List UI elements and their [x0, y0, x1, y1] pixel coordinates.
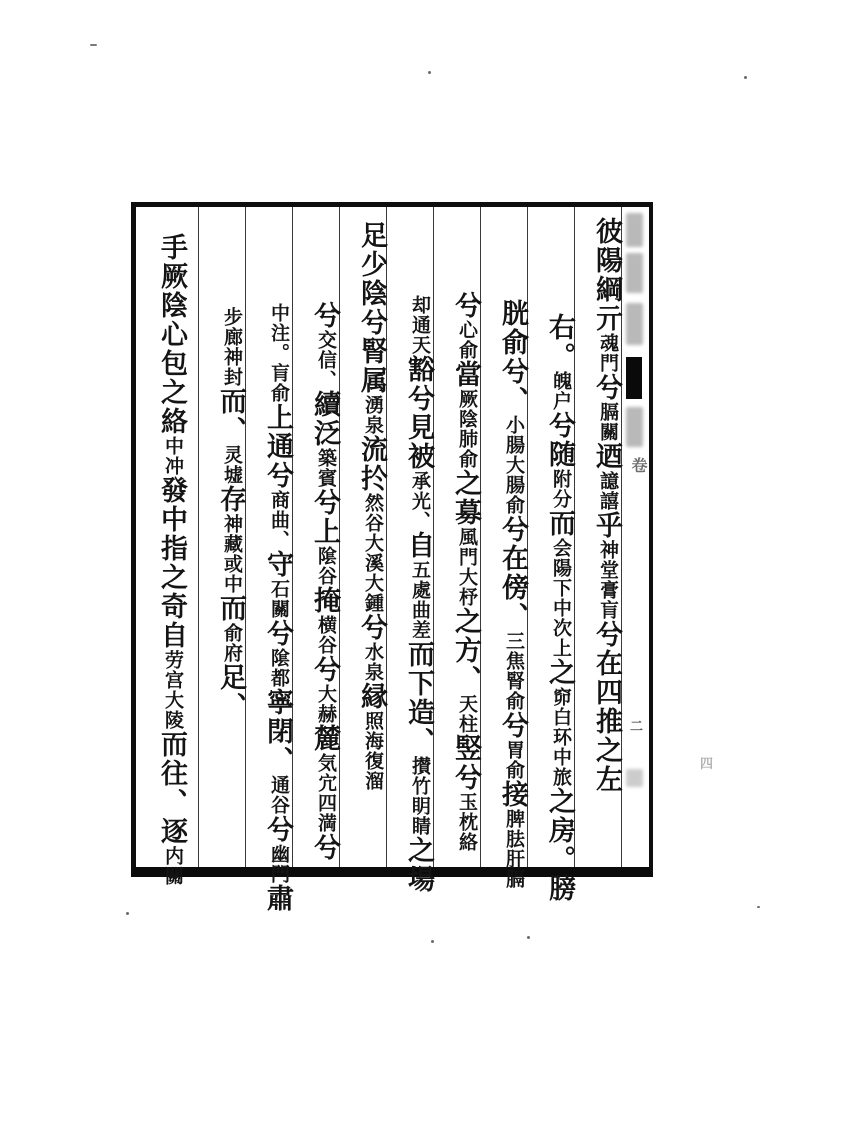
- smudge-mark: [626, 213, 643, 247]
- text-segment-small: 承光、: [409, 471, 430, 531]
- text-segment-large: 之場: [404, 836, 434, 894]
- ink-speck: [757, 906, 760, 908]
- text-columns: [136, 207, 649, 913]
- text-column-9: [198, 207, 245, 867]
- text-segment-large: 之募: [451, 469, 481, 527]
- text-segment-small: 俞府: [221, 623, 242, 663]
- text-column-7: [292, 207, 339, 867]
- text-segment-small: 商曲、: [268, 490, 289, 550]
- fishtail-block-mark: [626, 357, 642, 399]
- text-segment-small: 水泉: [362, 642, 383, 682]
- text-segment-small: 附分: [550, 469, 571, 509]
- text-segment-small: 譩譆: [597, 471, 618, 511]
- column-text: [575, 207, 621, 877]
- text-segment-small: 劳宫大陵: [162, 650, 183, 730]
- text-segment-small: 隂都: [268, 648, 289, 688]
- text-segment-large: 縁: [357, 682, 387, 711]
- text-segment-large: 而、: [216, 387, 246, 445]
- text-segment-large: 而: [216, 594, 246, 623]
- text-column-8: [245, 207, 293, 913]
- text-segment-small: 然谷大溪大鍾: [362, 493, 383, 613]
- text-segment-large: 上通兮: [263, 403, 293, 490]
- text-segment-small: 神堂膏肓: [597, 540, 618, 620]
- text-segment-small: 照海復溜: [362, 711, 383, 791]
- text-segment-large: 發中指之奇自: [157, 476, 187, 650]
- text-segment-small: 心俞: [456, 320, 477, 360]
- spine-fold-column: [621, 207, 649, 867]
- text-segment-large: 之: [545, 658, 575, 687]
- text-column-2: [527, 207, 575, 903]
- text-segment-large: 而往、逐: [157, 730, 187, 846]
- text-segment-large: 續泛: [310, 390, 340, 448]
- text-segment-large: 之方、: [451, 607, 481, 694]
- page-border-frame: [131, 202, 653, 913]
- text-segment-small: 天柱: [456, 694, 477, 734]
- text-segment-large: 麓: [310, 724, 340, 753]
- text-segment-large: 守: [263, 550, 293, 579]
- text-segment-small: 通谷: [268, 775, 289, 815]
- text-segment-small: 風門大杼: [456, 527, 477, 607]
- text-segment-small: 内關: [162, 846, 183, 886]
- smudge-mark: [626, 769, 643, 787]
- text-segment-large: 而: [545, 509, 575, 538]
- text-segment-small: 厥陰肺俞: [456, 389, 477, 469]
- text-segment-large: 之房。膀: [545, 787, 575, 903]
- ink-speck: [126, 912, 129, 915]
- text-segment-large: 手厥陰心包之絡: [157, 233, 187, 436]
- text-segment-large: 右。: [545, 313, 575, 371]
- margin-annotation: 四: [700, 756, 714, 771]
- text-segment-small: 却通天: [409, 295, 430, 355]
- text-segment-large: 當: [451, 360, 481, 389]
- text-segment-large: 彼陽綱亓: [592, 217, 622, 333]
- juan-character: 卷: [629, 457, 646, 473]
- column-text: [293, 207, 339, 961]
- text-segment-small: 攅竹眀睛: [409, 756, 430, 836]
- text-segment-large: 足、: [216, 663, 246, 721]
- column-text: [340, 207, 386, 881]
- text-segment-large: 而下造、: [404, 640, 434, 756]
- text-column-5: [386, 207, 434, 894]
- text-segment-large: 迺: [592, 442, 622, 471]
- text-segment-small: 五處曲差: [409, 560, 430, 640]
- text-segment-small: 步廊神封: [221, 307, 242, 387]
- text-segment-small: 気宂四満: [315, 753, 336, 833]
- smudge-mark: [626, 253, 643, 293]
- column-text: [199, 207, 245, 967]
- text-segment-large: 胱俞兮、: [498, 299, 528, 415]
- text-segment-small: 築賓: [315, 448, 336, 488]
- column-text: [246, 207, 292, 963]
- text-segment-large: 肅: [263, 884, 293, 913]
- text-segment-small: 中注。肓俞: [268, 303, 289, 403]
- text-segment-small: 大赫: [315, 684, 336, 724]
- column-text: [134, 207, 186, 893]
- text-segment-small: 魂門: [597, 333, 618, 373]
- text-segment-large: 自: [404, 531, 434, 560]
- text-segment-large: 掩: [310, 586, 340, 615]
- text-segment-small: 窌白环中旅: [550, 687, 571, 787]
- text-segment-large: 流扵: [357, 435, 387, 493]
- text-segment-large: 兮在四推之左: [592, 620, 622, 794]
- text-segment-small: 会陽下中次上: [550, 538, 571, 658]
- text-segment-small: 湧泉: [362, 395, 383, 435]
- text-segment-large: 兮随: [545, 411, 575, 469]
- text-column-1: [574, 207, 621, 867]
- ink-speck: [428, 71, 431, 74]
- text-segment-large: 兮: [310, 301, 340, 330]
- column-text: [387, 207, 433, 955]
- column-text: [434, 207, 480, 951]
- text-segment-small: 三焦腎俞: [503, 631, 524, 711]
- text-segment-large: 兮: [592, 373, 622, 402]
- column-text: [481, 207, 527, 959]
- text-segment-large: 兮: [310, 833, 340, 862]
- text-segment-small: 幽門: [268, 844, 289, 884]
- text-segment-large: 豁兮見被: [404, 355, 434, 471]
- text-segment-large: 接: [498, 780, 528, 809]
- text-column-3: [480, 207, 528, 889]
- text-column-10: [133, 207, 187, 886]
- text-segment-small: 灵墟: [221, 445, 242, 485]
- smudge-mark: [626, 407, 643, 447]
- text-segment-large: 兮: [498, 711, 528, 740]
- folio-number: 二: [628, 719, 643, 732]
- text-segment-small: 中冲: [162, 436, 183, 476]
- text-segment-large: 存: [216, 485, 246, 514]
- text-segment-large: 寧閉、: [263, 688, 293, 775]
- text-segment-small: 隂谷: [315, 546, 336, 586]
- ink-speck: [90, 44, 97, 46]
- text-segment-small: 玉枕絡: [456, 792, 477, 852]
- ink-speck: [744, 76, 747, 79]
- text-segment-small: 石關: [268, 579, 289, 619]
- smudge-mark: [626, 303, 643, 345]
- text-column-4: [433, 207, 480, 867]
- text-segment-large: 乎: [592, 511, 622, 540]
- text-segment-small: 膈關: [597, 402, 618, 442]
- column-text: [528, 207, 574, 973]
- text-segment-small: 神藏或中: [221, 514, 242, 594]
- text-segment-large: 兮: [451, 291, 481, 320]
- text-segment-large: 兮上: [310, 488, 340, 546]
- text-segment-small: 交信、: [315, 330, 336, 390]
- text-segment-small: 魄户: [550, 371, 571, 411]
- text-segment-large: 兮在傍、: [498, 515, 528, 631]
- text-segment-small: 横谷: [315, 615, 336, 655]
- text-segment-large: 兮: [310, 655, 340, 684]
- text-segment-large: 兮: [263, 815, 293, 844]
- text-column-6: [339, 207, 386, 867]
- text-segment-small: 胃俞: [503, 740, 524, 780]
- text-segment-large: 兮: [263, 619, 293, 648]
- text-segment-small: 脾胠肝膈: [503, 809, 524, 889]
- text-segment-small: 小腸大腸俞: [503, 415, 524, 515]
- text-segment-large: 足少陰兮腎属: [357, 221, 387, 395]
- text-segment-large: 兮: [357, 613, 387, 642]
- text-segment-large: 竪兮: [451, 734, 481, 792]
